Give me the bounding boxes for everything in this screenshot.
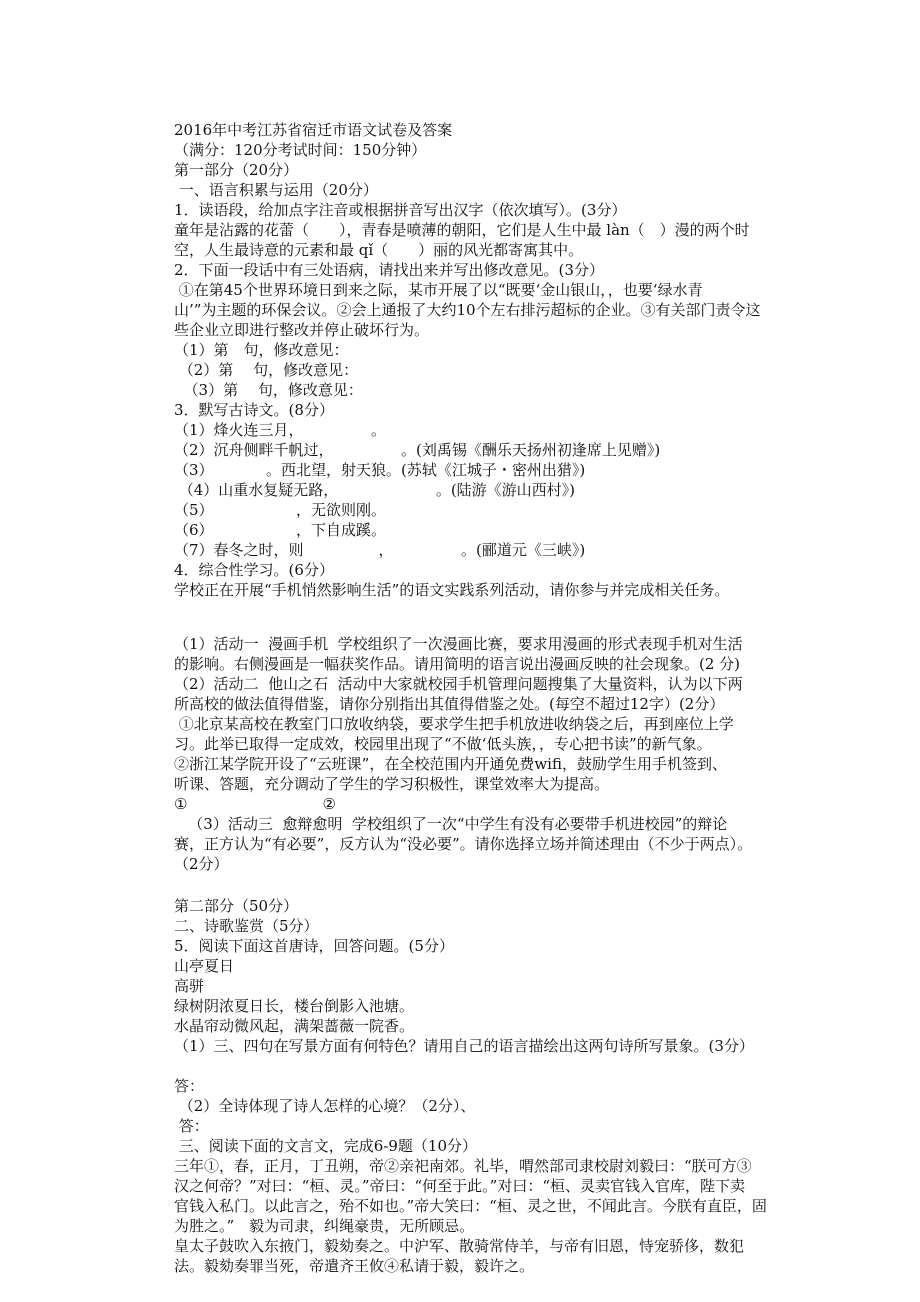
text-line: （6） ，下自成蹊。 <box>174 521 387 539</box>
text-line: （1）第 句，修改意见： <box>174 341 349 359</box>
text-line: （3）活动三 愈辩愈明 学校组织了一次“中学生有没有必要带手机进校园”的辩论 <box>174 815 728 833</box>
text-line: （2）第 句，修改意见： <box>174 361 359 379</box>
text-line: 2．下面一段话中有三处语病，请找出来并写出修改意见。(3分） <box>174 261 604 279</box>
text-line: ① ② <box>174 795 336 813</box>
text-line: （1）烽火连三月， 。 <box>174 421 387 439</box>
text-line: 些企业立即进行整改并停止破坏行为。 <box>174 321 430 339</box>
text-line: 三、阅读下面的文言文，完成6-9题（10分） <box>174 1137 478 1155</box>
text-line: ②浙江某学院开设了“云班课”，在全校范围内开通免费wifi，鼓励学生用手机签到、 <box>174 755 727 773</box>
text-line: 二、诗歌鉴赏（5分） <box>174 917 319 935</box>
text-line: 山’”为主题的环保会议。②会上通报了大约10个左右排污超标的企业。③有关部门责令这 <box>174 301 761 319</box>
text-line: 法。毅劾奏罪当死，帝遣齐王攸④私请于毅，毅许之。 <box>174 1257 535 1275</box>
text-line: 官钱入私门。以此言之，殆不如也。”帝大笑曰：“桓、灵之世，不闻此言。今朕有直臣，固 <box>174 1197 767 1215</box>
text-line: 第一部分（20分） <box>174 161 299 179</box>
text-line: 一、语言积累与运用（20分） <box>174 181 378 199</box>
text-line: 听课、答题，充分调动了学生的学习积极性，课堂效率大为提高。 <box>174 775 610 793</box>
text-line: （2分） <box>174 855 229 873</box>
text-line: 汉之何帝？”对曰：“桓、灵。”帝曰：“何至于此。”对曰：“桓、灵卖官钱入官库，陛下卖 <box>174 1177 746 1195</box>
exam-title: 2016年中考江苏省宿迁市语文试卷及答案 <box>174 121 453 139</box>
text-line: 山亭夏日 <box>174 957 235 975</box>
text-line: （1）三、四句在写景方面有何特色？请用自己的语言描绘出这两句诗所写景象。(3分） <box>174 1037 754 1055</box>
text-line: （3） 。西北望，射天狼。(苏轼《江城子・密州出猎》) <box>174 461 586 479</box>
text-line: （7）春冬之时，则 ， 。(郦道元《三峡》) <box>174 541 586 559</box>
text-line: 水晶帘动微风起，满架蔷薇一院香。 <box>174 1017 415 1035</box>
text-line: （3）第 句，修改意见： <box>174 381 363 399</box>
text-line: 三年①，春，正月，丁丑朔，帝②亲祀南郊。礼毕，喟然部司隶校尉刘毅曰：“朕可方③ <box>174 1157 752 1175</box>
text-line: （5） ，无欲则刚。 <box>174 501 387 519</box>
text-line: 空，人生最诗意的元素和最 qǐ（ ）丽的风光都寄寓其中。 <box>174 241 584 259</box>
text-line: 答： <box>174 1077 205 1095</box>
text-line: （4）山重水复疑无路， 。(陆游《游山西村》) <box>174 481 576 499</box>
text-line: 的影响。右侧漫画是一幅获奖作品。请用简明的语言说出漫画反映的社会现象。(2 分) <box>174 655 741 673</box>
text-line: 答： <box>174 1117 209 1135</box>
text-line: 童年是沾露的花蕾（ ），青春是喷薄的朝阳，它们是人生中最 làn（ ）漫的两个时 <box>174 221 750 239</box>
text-line: ①在第45个世界环境日到来之际，某市开展了以“既要‘金山银山，，也要‘绿水青 <box>174 281 703 299</box>
text-line: ①北京某高校在教室门口放收纳袋，要求学生把手机放进收纳袋之后，再到座位上学 <box>174 715 734 733</box>
text-line: 赛，正方认为“有必要”，反方认为“没必要”。请你选择立场并简述理由（不少于两点）。 <box>174 835 753 853</box>
text-line: 4．综合性学习。(6分） <box>174 561 334 579</box>
text-line: 所高校的做法值得借鉴，请你分别指出其值得借鉴之处。(每空不超过12字）(2分） <box>174 695 725 713</box>
text-line: 第二部分（50分） <box>174 897 299 915</box>
text-line: 为胜之。” 毅为司隶，纠绳豪贵，无所顾忌。 <box>174 1217 475 1235</box>
text-line: （2）活动二 他山之石 活动中大家就校园手机管理问题搜集了大量资料，认为以下两 <box>174 675 743 693</box>
text-line: （2）全诗体现了诗人怎样的心境？（2分）、 <box>174 1097 476 1115</box>
text-line: 5．阅读下面这首唐诗，回答问题。(5分） <box>174 937 454 955</box>
text-line: 绿树阴浓夏日长，楼台倒影入池塘。 <box>174 997 415 1015</box>
exam-info: （满分：120分考试时间：150分钟） <box>174 141 427 159</box>
text-line: 3．默写古诗文。(8分） <box>174 401 334 419</box>
text-line: 习。此举已取得一定成效，校园里出现了“不做‘低头族，，专心把书读”的新气象。 <box>174 735 712 753</box>
text-line: 高骈 <box>174 977 205 995</box>
text-line: （2）沉舟侧畔千帆过， 。(刘禹锡《酬乐天扬州初逢席上见赠》) <box>174 441 661 459</box>
text-line: （1）活动一 漫画手机 学校组织了一次漫画比赛，要求用漫画的形式表现手机对生活 <box>174 635 743 653</box>
text-line: 学校正在开展“手机悄然影响生活”的语文实践系列活动，请你参与并完成相关任务。 <box>174 581 730 599</box>
text-line: 皇太子鼓吹入东掖门，毅劾奏之。中沪军、散骑常侍羊，与帝有旧恩，恃宠骄侈，数犯 <box>174 1237 745 1255</box>
text-line: 1．读语段，给加点字注音或根据拼音写出汉字（依次填写）。(3分） <box>174 201 627 219</box>
